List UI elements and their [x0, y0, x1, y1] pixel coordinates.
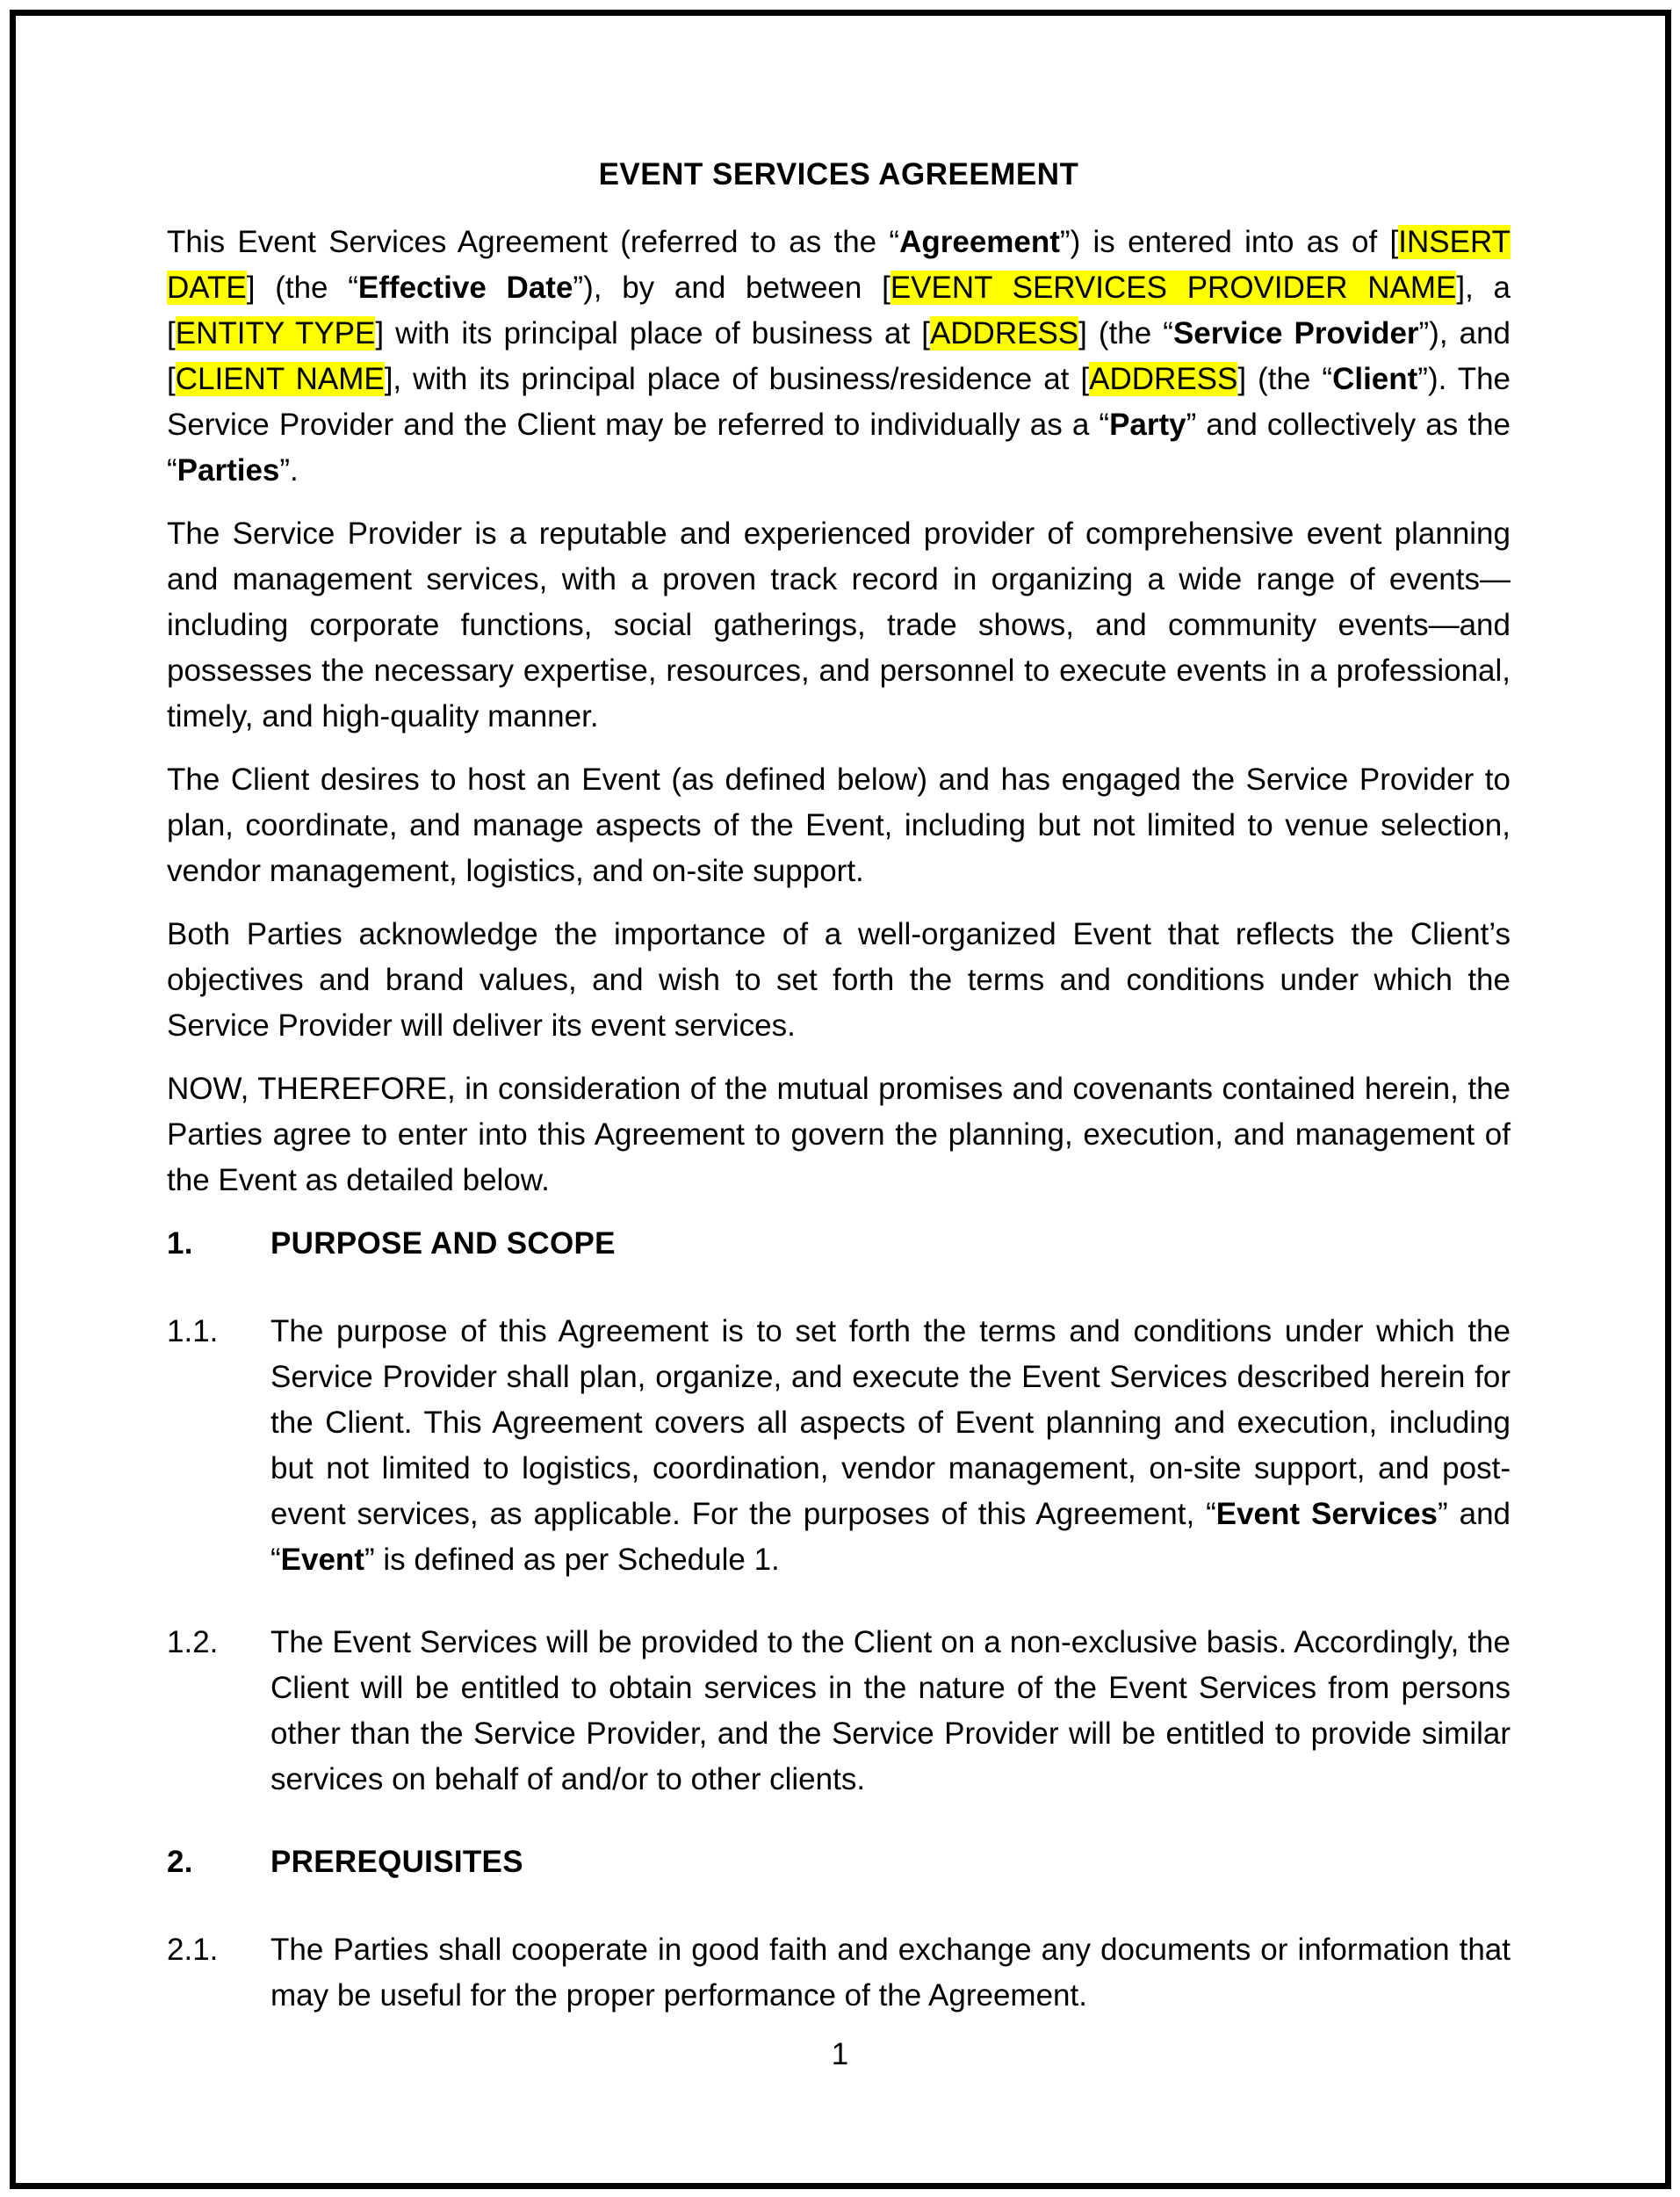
text-run: NOW, THEREFORE, in consideration of the mutual promises and covenants contained herein, the Parties agree to enter into this Agreement to govern the planning, execution, and management of the Event as detailed below.: [167, 1072, 1511, 1197]
text-run: ] (the “: [1237, 362, 1333, 396]
clause-body: [270, 1620, 1511, 1803]
section-heading-row: [167, 1839, 1511, 1885]
text-run: The Client desires to host an Event (as defined below) and has engaged the Service Provider to plan, coordinate, and manage aspects of the Event, including but not limited to venue selection, vendor management, logistics, and on-site support.: [167, 762, 1511, 888]
clause-body: [270, 1309, 1511, 1583]
text-run: ”). The Service Provider and the Client may be referred to individually as a “: [167, 362, 1511, 442]
section-number: 2.: [167, 1845, 193, 1879]
bold-term: Effective Date: [357, 271, 573, 305]
clause: [167, 1309, 1511, 1583]
text-run: ] (the “: [246, 271, 358, 305]
text-run: ” and “: [270, 1497, 1511, 1577]
section-heading: PURPOSE AND SCOPE: [270, 1226, 616, 1261]
clause-number: 1.1.: [167, 1314, 219, 1348]
text-run: The Service Provider is a reputable and experienced provider of comprehensive event planning and management services, with a proven track record in organizing a wide range of events—including corporate functions, social gatherings, trade shows, and community events—and possesses the necessary expertise, resources, and personnel to execute events in a professional, timely, and high-quality manner.: [167, 517, 1511, 734]
intro-paragraph: [167, 511, 1511, 740]
text-run: ” and collectively as the “: [167, 408, 1511, 488]
bold-term: Event Services: [1215, 1497, 1438, 1531]
highlighted-placeholder: ADDRESS: [1089, 362, 1238, 396]
preamble: [167, 220, 1511, 1203]
text-run: The Event Services will be provided to the Client on a non-exclusive basis. Accordingly, the Client will be entitled to obtain services in the nature of the Event Services from persons other than the Service Provider, and the Service Provider will be entitled to provide similar services on behalf of and/or to other clients.: [270, 1625, 1511, 1796]
text-run: Both Parties acknowledge the importance of a well-organized Event that reflects the Client’s objectives and brand values, and wish to set forth the terms and conditions under which the Service Provider will deliver its event services.: [167, 917, 1511, 1043]
highlighted-placeholder: INSERT DATE: [167, 225, 1511, 305]
text-run: ] (the “: [1078, 316, 1173, 351]
text-run: ], a [: [167, 271, 1511, 351]
highlighted-placeholder: ENTITY TYPE: [175, 316, 376, 351]
text-run: ”) is entered into as of [: [1059, 225, 1399, 259]
section-number: 1.: [167, 1226, 193, 1261]
bold-term: Client: [1332, 362, 1418, 396]
clause: [167, 1927, 1511, 2019]
clause-number: 2.1.: [167, 1933, 219, 1967]
highlighted-placeholder: EVENT SERVICES PROVIDER NAME: [890, 271, 1457, 305]
section-heading: PREREQUISITES: [270, 1845, 523, 1879]
text-run: This Event Services Agreement (referred to as the “: [167, 225, 900, 259]
intro-paragraph: [167, 220, 1511, 494]
clause-number: 1.2.: [167, 1625, 219, 1659]
bold-term: Parties: [177, 453, 280, 488]
section-prerequisites: [167, 1839, 1511, 2019]
bold-term: Party: [1109, 408, 1186, 442]
text-run: The purpose of this Agreement is to set forth the terms and conditions under which the Service Provider shall plan, organize, and execute the Event Services described herein for the Client. This Agreement covers all aspects of Event planning and execution, including but not limited to logistics, coordination, vendor management, on-site support, and post-event services, as applicable. For the purposes of this Agreement, “: [270, 1314, 1511, 1531]
intro-paragraph: [167, 757, 1511, 894]
highlighted-placeholder: ADDRESS: [929, 316, 1079, 351]
text-run: ], with its principal place of business/residence at [: [384, 362, 1090, 396]
clause: [167, 1620, 1511, 1803]
text-run: ] with its principal place of business at [: [375, 316, 930, 351]
intro-paragraph: [167, 912, 1511, 1049]
clause-body: [270, 1927, 1511, 2019]
text-run: The Parties shall cooperate in good faith and exchange any documents or information that may be useful for the proper performance of the Agreement.: [270, 1933, 1511, 2013]
section-purpose-and-scope: [167, 1221, 1511, 1803]
bold-term: Service Provider: [1172, 316, 1419, 351]
text-run: ”), by and between [: [573, 271, 890, 305]
intro-paragraph: [167, 1066, 1511, 1203]
highlighted-placeholder: CLIENT NAME: [175, 362, 385, 396]
bold-term: Event: [280, 1543, 364, 1577]
section-heading-row: [167, 1221, 1511, 1267]
page-number: 1: [831, 2037, 849, 2071]
text-run: ”.: [279, 453, 299, 488]
text-run: ” is defined as per Schedule 1.: [364, 1543, 780, 1577]
document-title: EVENT SERVICES AGREEMENT: [598, 157, 1079, 192]
bold-term: Agreement: [899, 225, 1060, 259]
document-content: [167, 0, 1511, 2056]
text-run: ”), and [: [167, 316, 1511, 396]
